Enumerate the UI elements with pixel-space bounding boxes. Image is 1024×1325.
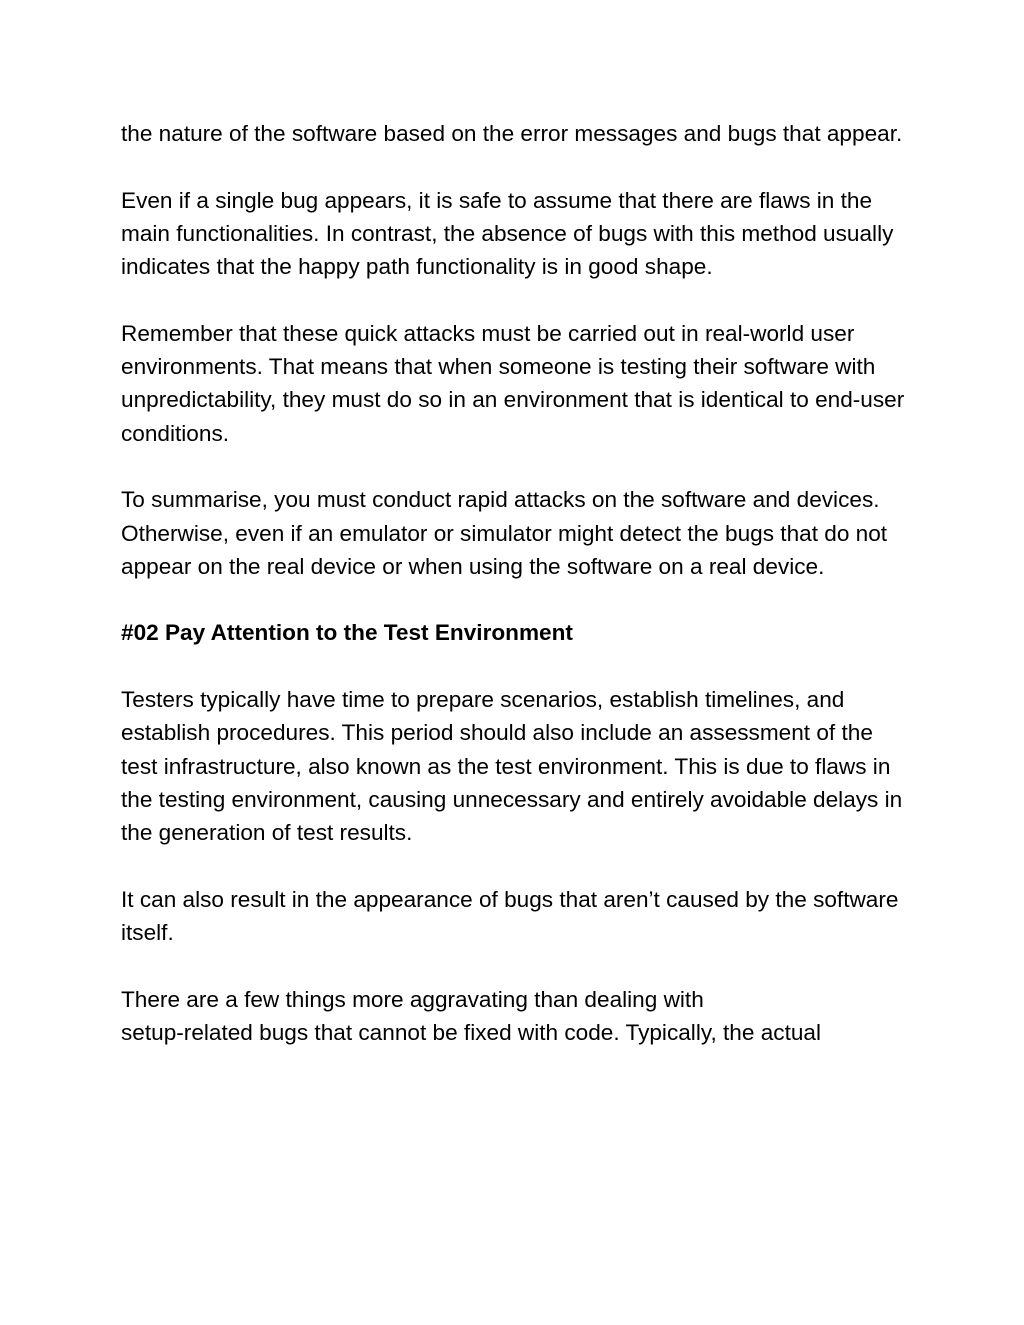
paragraph-test-environment: Testers typically have time to prepare scenarios, establish timelines, and establish procedures. This period should also include an assessment of the test infrastructure, also known as the test environment. This is due to flaws in the testing environment, causing unnecessary and entirely avoidable delays in the generation of test results. <box>121 687 903 846</box>
section-heading: #02 Pay Attention to the Test Environment <box>121 620 573 646</box>
paragraph-real-world-environments: Remember that these quick attacks must be carried out in real-world user environments. That means that when someone is testing their software with unpredictability, they must do so in an environment that is identical to end-user conditions. <box>121 320 905 446</box>
paragraph-setup-bugs-line-2: setup-related bugs that cannot be fixed with code. Typically, the actual <box>121 1020 821 1046</box>
paragraph-intro-continuation: the nature of the software based on the error messages and bugs that appear. <box>121 121 903 146</box>
paragraph-setup-bugs-line-1: There are a few things more aggravating than dealing with <box>121 986 704 1012</box>
paragraph-single-bug: Even if a single bug appears, it is safe to assume that there are flaws in the main functionalities. In contrast, the absence of bugs with this method usually indicates that the happy path functionality is in good shape. <box>121 187 894 280</box>
paragraph-summary: To summarise, you must conduct rapid attacks on the software and devices. Otherwise, even if an emulator or simulator might detect the bugs that do not appear on the real device or when using the software on a real device. <box>121 487 888 579</box>
document-page <box>121 117 911 1083</box>
paragraph-setup-bugs <box>121 983 911 1050</box>
paragraph-bugs-not-software: It can also result in the appearance of bugs that aren’t caused by the software itself. <box>121 886 899 946</box>
